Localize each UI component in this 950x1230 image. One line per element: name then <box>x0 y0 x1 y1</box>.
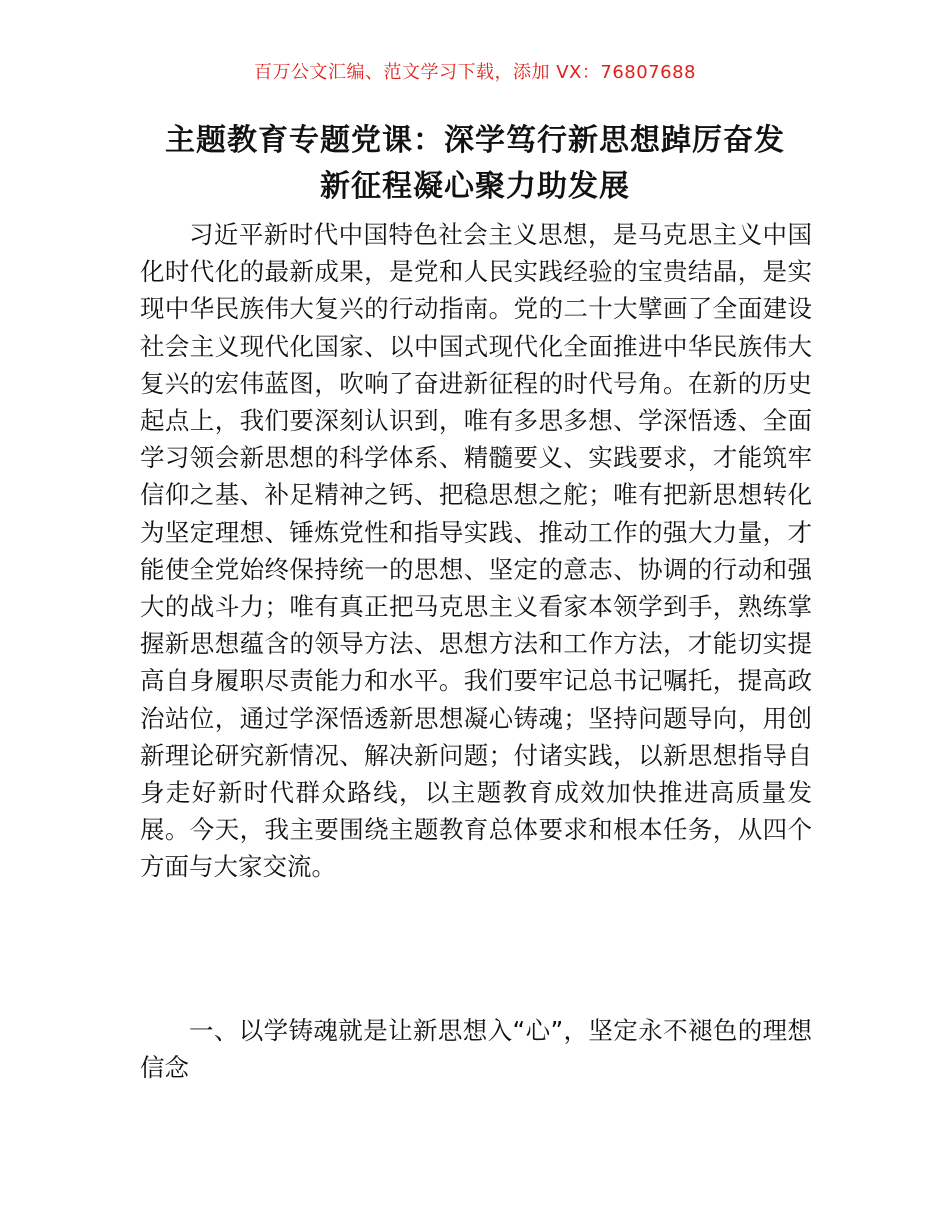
title-line-1: 主题教育专题党课：深学笃行新思想踔厉奋发 <box>165 123 785 158</box>
header-watermark-note: 百万公文汇编、范文学习下载，添加 VX：76807688 <box>254 62 696 83</box>
document-title <box>120 118 830 210</box>
title-line-2: 新征程凝心聚力助发展 <box>320 169 630 204</box>
body-paragraph-intro: 习近平新时代中国特色社会主义思想，是马克思主义中国化时代化的最新成果，是党和人民实践经验的宝贵结晶，是实现中华民族伟大复兴的行动指南。党的二十大擘画了全面建设社会主义现代化国家、以中国式现代化全面推进中华民族伟大复兴的宏伟蓝图，吹响了奋进新征程的时代号角。在新的历史起点上，我们要深刻认识到，唯有多思多想、学深悟透、全面学习领会新思想的科学体系、精髓要义、实践要求，才能筑牢信仰之基、补足精神之钙、把稳思想之舵；唯有把新思想转化为坚定理想、锤炼党性和指导实践、推动工作的强大力量，才能使全党始终保持统一的思想、坚定的意志、协调的行动和强大的战斗力；唯有真正把马克思主义看家本领学到手，熟练掌握新思想蕴含的领导方法、思想方法和工作方法，才能切实提高自身履职尽责能力和水平。我们要牢记总书记嘱托，提高政治站位，通过学深悟透新思想凝心铸魂；坚持问题导向，用创新理论研究新情况、解决新问题；付诸实践，以新思想指导自身走好新时代群众路线，以主题教育成效加快推进高质量发展。今天，我主要围绕主题教育总体要求和根本任务，从四个方面与大家交流。 <box>140 220 812 882</box>
section-heading-1: 一、以学铸魂就是让新思想入“心”，坚定永不褪色的理想信念 <box>140 1016 812 1083</box>
